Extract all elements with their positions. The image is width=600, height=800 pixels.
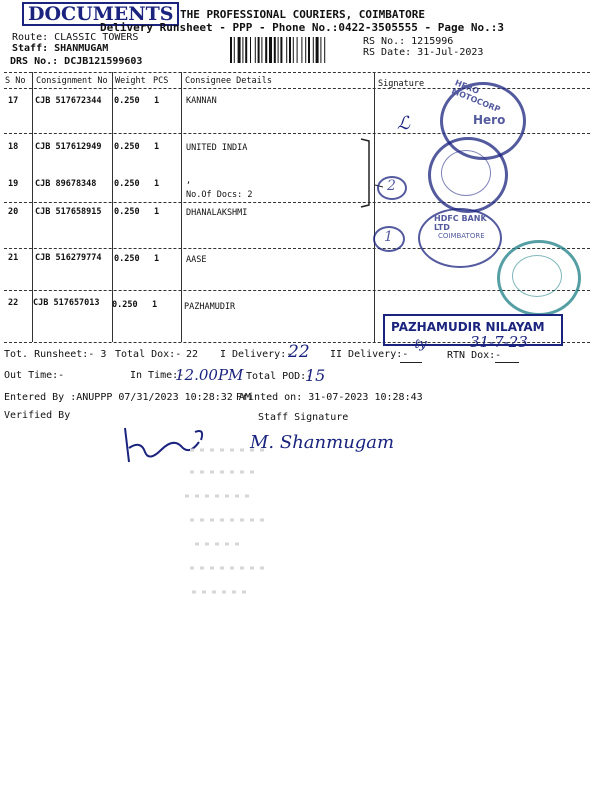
row-pcs: 1 <box>152 300 158 310</box>
pazhamudir-stamp-text: PAZHAMUDIR NILAYAM <box>391 320 545 334</box>
row-consignment: CJB 517658915 <box>35 207 102 217</box>
col-header-weight: Weight <box>115 76 146 86</box>
row-pcs: 1 <box>154 179 160 189</box>
row-pcs: 1 <box>154 96 160 106</box>
rs-number: RS No.: 1215996 <box>363 36 454 47</box>
row-sno: 20 <box>8 207 19 217</box>
hero-logo-text: Hero <box>473 113 506 127</box>
row-weight: 0.250 <box>114 207 140 217</box>
row-consignment: CJB 517657013 <box>33 298 100 308</box>
row-consignment: CJB 89678348 <box>35 179 97 189</box>
in-time-label: In Time:- <box>130 370 185 381</box>
row-consignee: UNITED INDIA <box>186 143 248 153</box>
staff-signature: M. Shanmugam <box>250 432 395 453</box>
documents-stamp: DOCUMENTS <box>22 2 179 26</box>
col-header-pcs: PCS <box>153 76 169 86</box>
out-time-label: Out Time:- <box>4 370 65 381</box>
rtn-dox-dash <box>495 362 519 363</box>
ii-delivery-label: II Delivery:- <box>330 349 409 360</box>
row-rule <box>4 202 590 203</box>
i-delivery-label: I Delivery:- <box>220 349 293 360</box>
runsheet-subtitle: Delivery Runsheet - PPP - Phone No.:0422-3505555 - Page No.:3 <box>100 21 504 34</box>
hdfc-bank-stamp <box>418 208 502 268</box>
row-weight: 0.250 <box>112 300 138 310</box>
total-dox-value: 22 <box>186 349 199 360</box>
hdfc-branch-text: COIMBATORE <box>438 232 485 240</box>
rs-date: RS Date: 31-Jul-2023 <box>363 47 484 58</box>
seal-inner-ring <box>441 150 491 196</box>
row-consignee: DHANALAKSHMI <box>186 208 248 218</box>
row-weight: 0.250 <box>114 179 140 189</box>
table-top-rule <box>4 72 590 73</box>
pazhamudir-handwritten-date: 31-7-23 <box>470 333 528 351</box>
circled-1-text: 1 <box>384 229 393 245</box>
route-label: Route: CLASSIC TOWERS <box>12 32 139 43</box>
circled-number-2 <box>377 176 407 200</box>
row-consignee: , <box>186 176 192 186</box>
row-consignment: CJB 516279774 <box>35 253 102 263</box>
row-consignee: AASE <box>186 255 207 265</box>
barcode <box>230 37 355 63</box>
i-delivery-value: 22 <box>288 342 310 362</box>
staff-label: Staff: SHANMUGAM <box>12 43 109 54</box>
row-weight: 0.250 <box>114 142 140 152</box>
tot-runsheet: Tot. Runsheet:- 3 <box>4 349 107 360</box>
pazhamudir-scribble: ℓy <box>414 337 427 352</box>
hero-stamp-text: HERO MOTOCORP <box>450 78 502 115</box>
circled-number-1 <box>373 226 405 252</box>
total-dox-label: Total Dox:- <box>115 349 182 360</box>
drs-number: DRS No.: DCJB121599603 <box>10 56 143 67</box>
entered-by: Entered By :ANUPPP 07/31/2023 10:28:32 AM <box>4 392 251 403</box>
rtn-dox-label: RTN Dox:- <box>447 350 502 361</box>
row-consignee: KANNAN <box>186 96 217 106</box>
staff-signature-label: Staff Signature <box>258 412 349 423</box>
teal-circular-stamp <box>497 240 581 316</box>
row-doc-count: No.Of Docs: 2 <box>186 190 253 200</box>
faint-bleed-through <box>180 440 310 620</box>
col-header-consignee: Consignee Details <box>185 76 272 86</box>
row-consignee: PAZHAMUDIR <box>184 302 236 312</box>
scribble-signature: ℒ <box>397 113 410 134</box>
row-pcs: 1 <box>154 207 160 217</box>
row-sno: 22 <box>8 298 19 308</box>
row-consignment: CJB 517672344 <box>35 96 102 106</box>
row-consignment: CJB 517612949 <box>35 142 102 152</box>
ii-delivery-dash <box>400 362 422 363</box>
col-header-consignment: Consignment No <box>36 76 108 86</box>
col-header-sno: S No <box>5 76 26 86</box>
row-sno: 21 <box>8 253 19 263</box>
teal-stamp-inner-ring <box>512 255 562 297</box>
row-sno: 18 <box>8 142 19 152</box>
col-divider <box>181 72 182 342</box>
in-time-value: 12.00PM <box>175 366 244 384</box>
row-weight: 0.250 <box>114 96 140 106</box>
round-seal-stamp <box>428 137 508 213</box>
total-pod-label: Total POD:- <box>246 371 313 382</box>
row-weight: 0.250 <box>114 254 140 264</box>
hdfc-stamp-text: HDFC BANK LTD <box>434 214 487 232</box>
row-rule <box>4 248 590 249</box>
company-title: THE PROFESSIONAL COURIERS, COIMBATORE <box>180 8 426 21</box>
verified-by-label: Verified By <box>4 410 71 421</box>
row-sno: 17 <box>8 96 19 106</box>
row-pcs: 1 <box>154 142 160 152</box>
row-pcs: 1 <box>154 254 160 264</box>
bleed-through-marks <box>180 440 310 620</box>
circled-2-text: 2 <box>387 178 396 194</box>
printed-on: Printed on: 31-07-2023 10:28:43 <box>236 392 423 403</box>
total-pod-value: 15 <box>305 366 326 385</box>
col-header-signature: Signature <box>378 79 425 89</box>
row-sno: 19 <box>8 179 19 189</box>
